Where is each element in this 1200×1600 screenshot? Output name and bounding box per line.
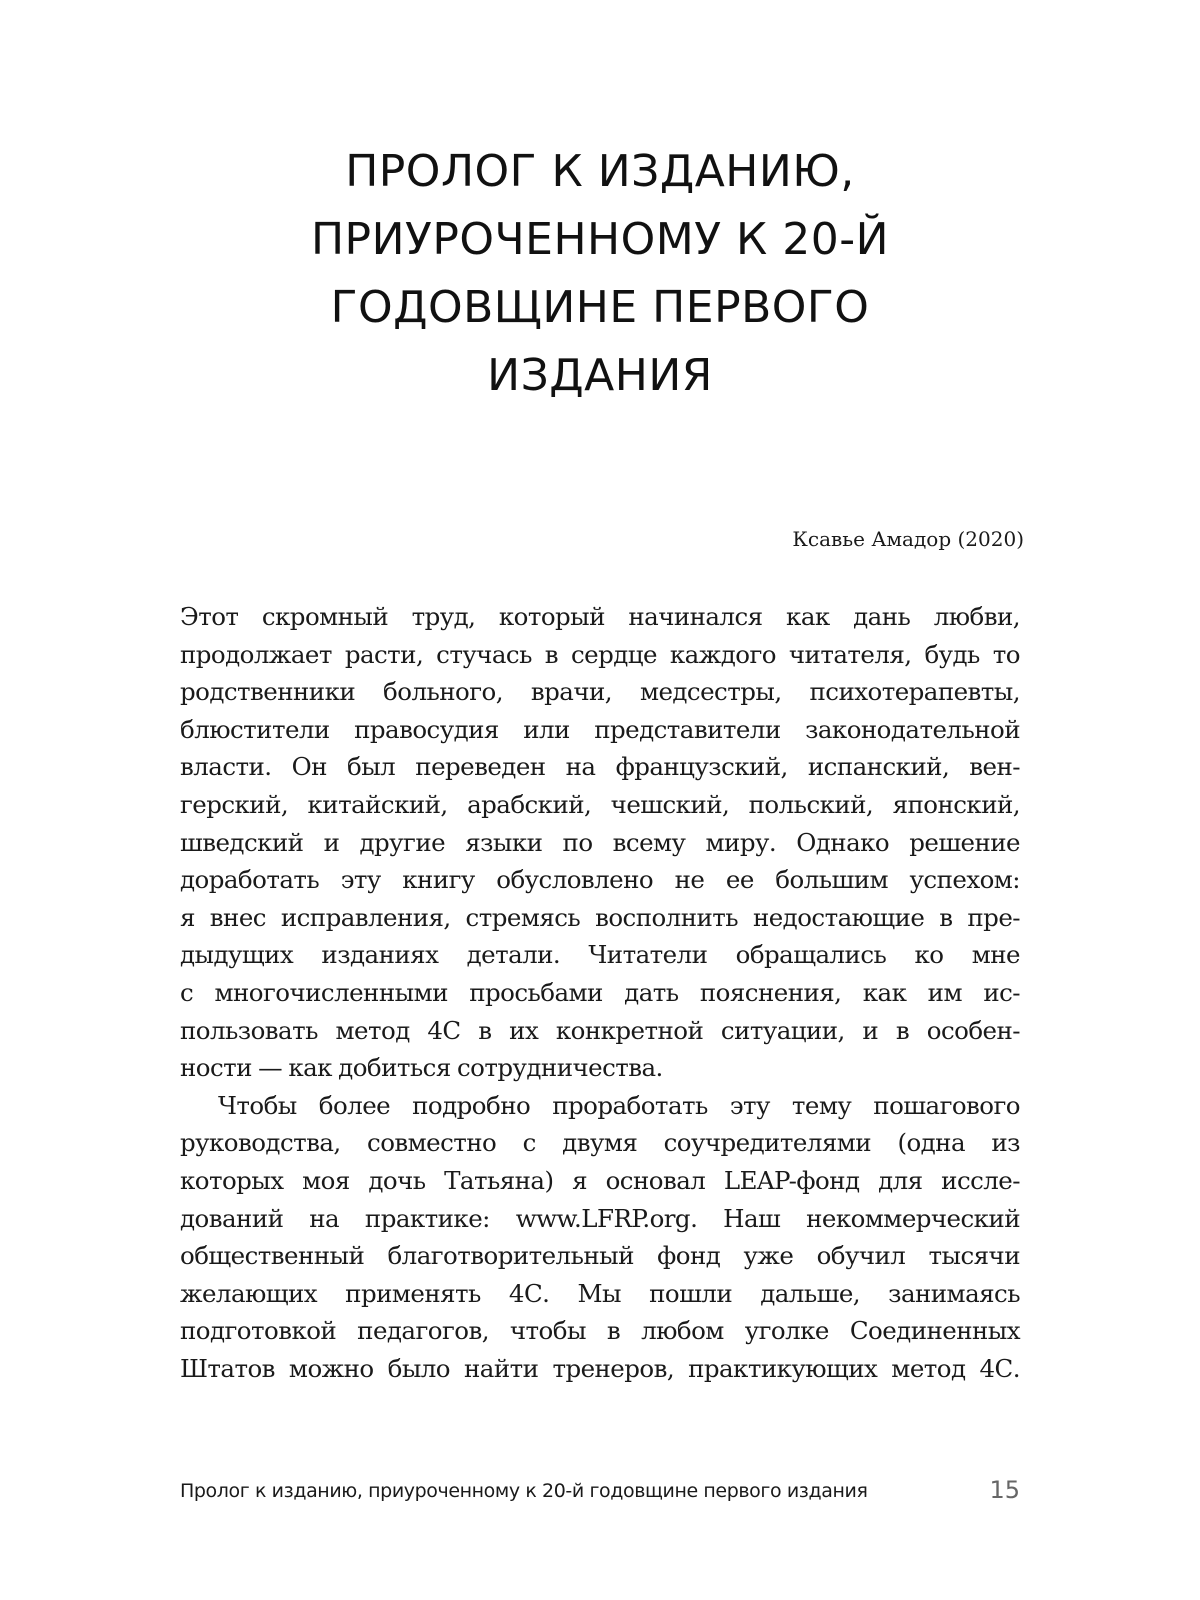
text-line: с многочисленными просьбами дать пояснения, как им ис- [180, 977, 1020, 1007]
text-line: Штатов можно было найти тренеров, практикующих метод 4С. [180, 1353, 1020, 1383]
text-line: продолжает расти, стучась в сердце каждого читателя, будь то [180, 639, 1020, 669]
text-line: Этот скромный труд, который начинался как дань любви, [180, 602, 1020, 631]
text-line: герский, китайский, арабский, чешский, польский, японский, [180, 789, 1020, 819]
chapter-title-line: ИЗДАНИЯ [487, 350, 713, 401]
text-line: доработать эту книгу обусловлено не ее большим успехом: [180, 865, 1020, 895]
page-footer [180, 1476, 1020, 1512]
text-line: руководства, совместно с двумя соучредителями (одна из [180, 1128, 1020, 1158]
text-line: я внес исправления, стремясь восполнить недостающие в пре- [180, 902, 1020, 932]
text-line: дований на практике: www.LFRP.org. Наш некоммерческий [180, 1203, 1020, 1233]
text-line: подготовкой педагогов, чтобы в любом уголке Соединенных [180, 1316, 1020, 1346]
text-line: желающих применять 4С. Мы пошли дальше, занимаясь [180, 1278, 1020, 1308]
text-line: которых моя дочь Татьяна) я основал LEAP-фонд для иссле- [180, 1165, 1020, 1195]
text-line: власти. Он был переведен на французский, испанский, вен- [180, 752, 1020, 782]
chapter-title [180, 138, 1020, 410]
text-line: дыдущих изданиях детали. Читатели обращались ко мне [180, 940, 1020, 970]
chapter-title-line: ПРИУРОЧЕННОМУ К 20-Й [310, 214, 890, 265]
author-attribution: Ксавье Амадор (2020) [792, 527, 1024, 551]
text-line: родственники больного, врачи, медсестры, психотерапевты, [180, 677, 1020, 707]
paragraph-2 [180, 1087, 1020, 1388]
text-line: блюстители правосудия или представители законодательной [180, 714, 1020, 744]
chapter-title-line: ПРОЛОГ К ИЗДАНИЮ, [345, 146, 855, 197]
page-number: 15 [989, 1476, 1020, 1504]
paragraph-1 [180, 598, 1020, 1087]
body-text [180, 598, 1020, 1387]
running-head: Пролог к изданию, приуроченному к 20-й годовщине первого издания [180, 1480, 868, 1502]
text-line: шведский и другие языки по всему миру. Однако решение [180, 827, 1020, 857]
text-line: общественный благотворительный фонд уже обучил тысячи [180, 1241, 1020, 1271]
chapter-title-line: ГОДОВЩИНЕ ПЕРВОГО [330, 282, 870, 333]
text-line: Чтобы более подробно проработать эту тему пошагового [218, 1090, 1020, 1120]
text-line: пользовать метод 4С в их конкретной ситуации, и в особен- [180, 1015, 1020, 1045]
text-line: ности — как добиться сотрудничества. [180, 1053, 663, 1083]
